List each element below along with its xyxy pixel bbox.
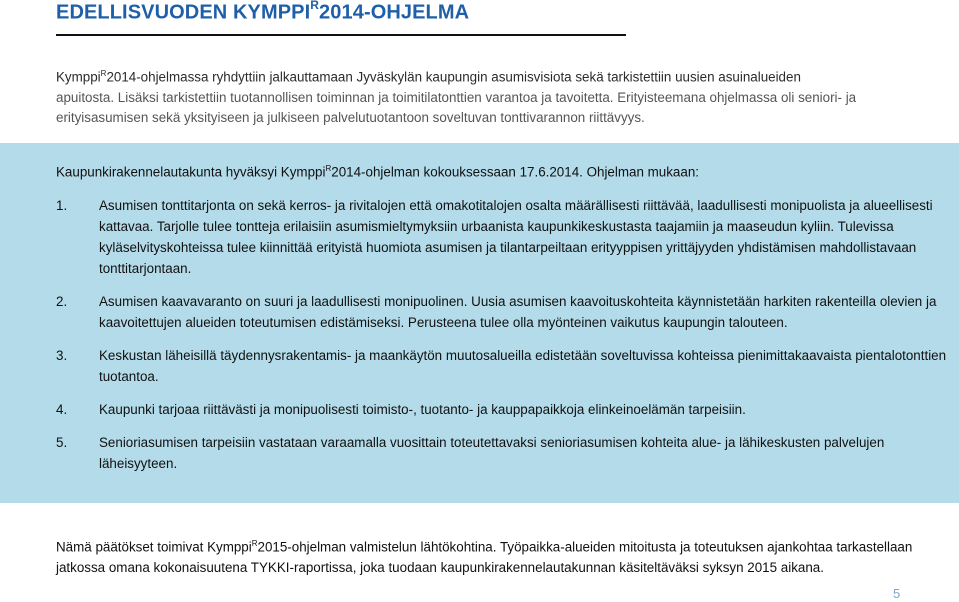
decision-text: Kaupunkirakennelautakunta hyväksyi Kymppi [56,164,326,180]
list-item-number: 3. [56,348,68,363]
title-text: EDELLISVUODEN KYMPPI [56,1,311,24]
footer-text-suffix: 2015-ohjelman valmistelun lähtökohtina. Työpaikka-alueiden mitoitusta ja toteutuksen ajankohtaa tarkastellaan jatkossa omana kokonaisuutena TYKKI-raportissa, joka tuodaan kaupunkirakennelautakunnan käsiteltäväksi syksyn 2015 aikana. [56,539,913,575]
list-item [56,432,948,474]
page-number: 5 [893,586,901,601]
list-item-text: Asumisen kaavavaranto on suuri ja laadullisesti monipuolinen. Uusia asumisen kaavoituskohteita käynnistetään harkiten rakenteilla olevien ja kaavoitettujen alueiden toteutumisen edistämiseksi. Perusteena tulee olla myönteinen vaikutus kaupungin talouteen. [99,294,937,330]
list-item [56,195,948,279]
intro-line-2: apuitosta. Lisäksi tarkistettiin tuotannollisen toiminnan ja toimitilatonttien varantoa ja tavoitetta. Erityisteemana ohjelmassa oli seniori- ja erityisasumisen sekä yksityiseen ja julkiseen palvelutuotantoon soveltuvan tonttivarannon riittävyys. [56,89,857,126]
list-item-text: Keskustan läheisillä täydennysrakentamis- ja maankäytön muutosalueilla edistetään soveltuvissa kohteissa pienimittakaavaista pientalotonttien tuotantoa. [99,348,947,384]
decision-list [56,195,948,474]
list-item-text: Kaupunki tarjoaa riittävästi ja monipuolisesti toimisto-, tuotanto- ja kauppapaikkoja elinkeinoelämän tarpeisiin. [99,402,746,417]
page-title [56,0,469,25]
list-item-text: Asumisen tonttitarjonta on sekä kerros- ja rivitalojen että omakotitalojen osalta määrällisesti riittävää, laadullisesti monipuolista ja alueellisesti kattavaa. Tarjolle tulee tontteja erilaisiin asumismieltymyksiin urbaanista kaupunkikeskustasta taajamiin ja maaseudun kyliin. Tulevissa kyläselvityskohteissa tulee kiinnittää erityistä huomiota asumisen ja tilantarpeiltaan erityyppisen yrittäjyyden yhdistämisen mahdollistavaan tonttitarjontaan. [99,198,933,276]
list-item-number: 1. [56,198,68,213]
title-underline [56,34,626,36]
list-item [56,399,948,420]
list-item [56,291,948,333]
list-item [56,345,948,387]
intro-paragraph [56,64,936,129]
intro-superscript: R [100,69,107,78]
decision-heading [56,159,936,182]
intro-text-suffix: 2014-ohjelmassa ryhdyttiin jalkauttamaan Jyväskylän kaupungin asumisvisiota sekä tarkistettiin uusien asuinalueiden [106,69,801,85]
list-item-number: 4. [56,402,68,417]
list-item-text: Senioriasumisen tarpeisiin vastataan varaamalla vuosittain toteutettavaksi senioriasumisen kohteita alue- ja lähikeskusten palvelujen läheisyyteen. [99,435,885,471]
footer-paragraph [56,534,916,578]
decision-text-suffix: 2014-ohjelman kokouksessaan 17.6.2014. Ohjelman mukaan: [331,164,699,180]
intro-line-1 [56,64,936,88]
footer-text: Nämä päätökset toimivat Kymppi [56,539,252,555]
footer-superscript: R [251,539,258,548]
decision-superscript: R [325,164,332,173]
title-text-suffix: 2014-OHJELMA [319,1,470,24]
list-item-number: 2. [56,294,68,309]
list-item-number: 5. [56,435,68,450]
title-superscript: R [310,0,320,12]
intro-text: Kymppi [56,69,101,85]
